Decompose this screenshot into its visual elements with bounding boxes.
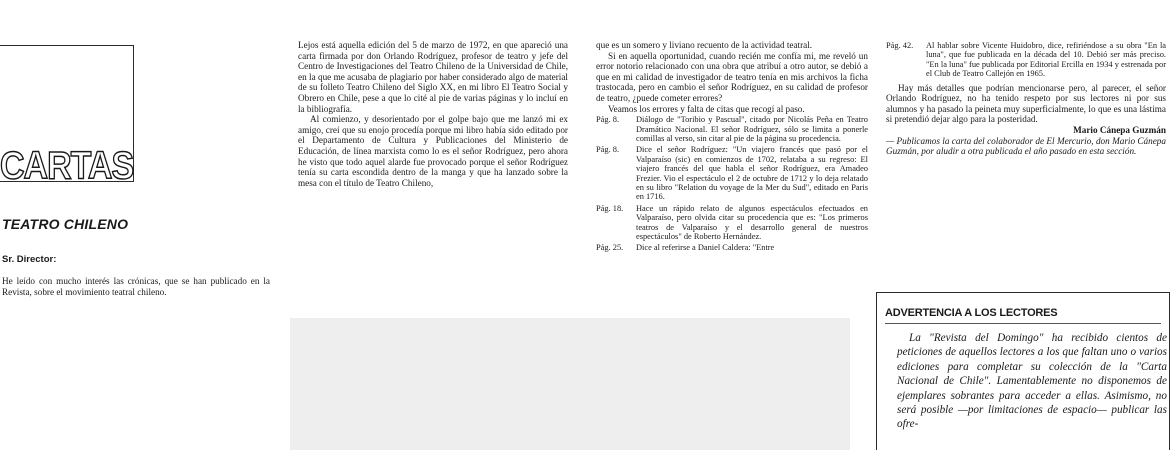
reference-page-label: Pág. 8.: [596, 115, 620, 125]
letter-paragraph: Al comienzo, y desorientado por el golpe bajo que me lanzó mi ex amigo, creí que su enojo procedía porque mi libro había sido editado por el Departamento de Cultura y Publicaciones del Ministerio de Educación, de línea marxista como lo es el señor Rodríguez, pero ahora he visto que todo aquel alarde fue provocado porque el señor Rodríguez tenía su carta escondida dentro de la manga y que ha lanzado sobre la mesa con el título de Teatro Chileno,: [298, 114, 568, 188]
reference-text: Diálogo de "Toribio y Pascual", citado por Nicolás Peña en Teatro Dramático Nacional. El señor Rodríguez, sólo se limita a ponerle comillas al verso, sin citar al pie de la página su procedencia.: [636, 115, 868, 143]
letter-signature: Mario Cánepa Guzmán: [1073, 125, 1166, 135]
reference-list: [886, 41, 1166, 79]
reference-text: Hace un rápido relato de algunos espectáculos efectuados en Valparaíso, pero olvida citar su procedencia que es: "Los primeros teatros de Valparaíso y el desarrollo general de nuestros espectáculos" de Roberto Hernández.: [636, 203, 868, 242]
letter-column-1: [2, 276, 270, 297]
notice-title: ADVERTENCIA A LOS LECTORES: [885, 307, 1058, 319]
letter-paragraph: Si en aquella oportunidad, cuando recién me confía mi, me reveló un error notorio relacionado con una obra que atribuí a otro autor, se debió a que en mi calidad de investigador de teatro tenía en mis archivos la ficha trastocada, pero en cambio el señor Rodríguez, en su calidad de profesor de teatro, ¿puede cometer errores?: [596, 50, 868, 103]
notice-divider: [885, 323, 1161, 324]
reference-page-label: Pág. 8.: [596, 145, 620, 155]
reference-page-label: Pág. 18.: [596, 203, 624, 213]
letter-paragraph: Veamos los errores y falta de citas que recogí al paso.: [608, 103, 805, 114]
reference-list: [596, 115, 868, 253]
reference-text: Dice al referirse a Daniel Caldera: "Entre: [636, 243, 775, 253]
reference-item: [596, 115, 868, 143]
letter-column-2: [298, 40, 568, 320]
reference-item: [596, 204, 868, 242]
section-word: CARTAS: [0, 143, 134, 188]
editor-note: — Publicamos la carta del colaborador de El Mercurio, don Mario Cánepa Guzmán, por aludir a otra publicada el año pasado en esta sección.: [886, 135, 1166, 157]
reference-item: [596, 145, 868, 201]
letter-title: TEATRO CHILENO: [2, 216, 129, 232]
reference-page-label: Pág. 25.: [596, 243, 624, 253]
reference-page-label: Pág. 42.: [886, 41, 914, 50]
letter-paragraph: Lejos está aquella edición del 5 de marzo de 1972, en que apareció una carta firmada por don Orlando Rodríguez, profesor de teatro y jefe del Centro de Investigaciones del Teatro Chileno de la Universidad de Chile, en la que me acusaba de plagiario por haber considerado algo de material de su folleto Teatro Chileno del Siglo XX, en mi libro El Teatro Social y Obrero en Chile, pese a que lo cité al pie de varias páginas y lo incluí en la bibliografía.: [298, 40, 568, 114]
letter-salutation: Sr. Director:: [2, 254, 57, 265]
notice-body: La "Revista del Domingo" ha recibido cientos de peticiones de aquellos lectores a los que faltan uno o varios ediciones para completar su colección de la "Carta Nacional de Chile". Lamentablemente no disponemos de ejemplares sobrantes para acceder a ellas. Asimismo, no será posible —por limitaciones de espacio— publicar las ofre-: [897, 332, 1167, 431]
reference-text: Al hablar sobre Vicente Huidobro, dice, refiriéndose a su obra "En la luna", que fue publicada en la década del 10. Debió ser más preciso. "En la luna" fue publicada por Editorial Ercilla en 1934 y estrenada por el Club de Teatro Callejón en 1965.: [926, 41, 1166, 79]
notice-box: [876, 292, 1170, 450]
reference-item: [886, 41, 1166, 79]
letter-paragraph: Hay más detalles que podrían mencionarse pero, al parecer, el señor Orlando Rodríguez, no ha tenido respeto por sus lectores ni por sus alumnos y ha pasado la peineta muy superficialmente, lo que es una lástima si pretendió dejar algo para la posteridad.: [886, 82, 1166, 125]
reference-item: [596, 243, 868, 252]
letter-column-4: [886, 40, 1166, 280]
letter-column-3: [596, 40, 868, 450]
letter-paragraph: que es un somero y liviano recuento de la actividad teatral.: [596, 40, 813, 50]
letter-paragraph: He leído con mucho interés las crónicas, que se han publicado en la Revista, sobre el movimiento teatral chileno.: [2, 276, 270, 297]
reference-text: Dice el señor Rodríguez: "Un viajero francés que pasó por el Valparaíso (sic) en comienzos de 1702, relataba a su regreso: El viajero francés del que habla el señor Rodríguez, era Amadeo Frezier. Vio el espectáculo el 2 de octubre de 1712 y lo deja relatado en su libro "Relation du voyage de la Mer du Sud", editado en Paris en 1716.: [636, 145, 868, 202]
